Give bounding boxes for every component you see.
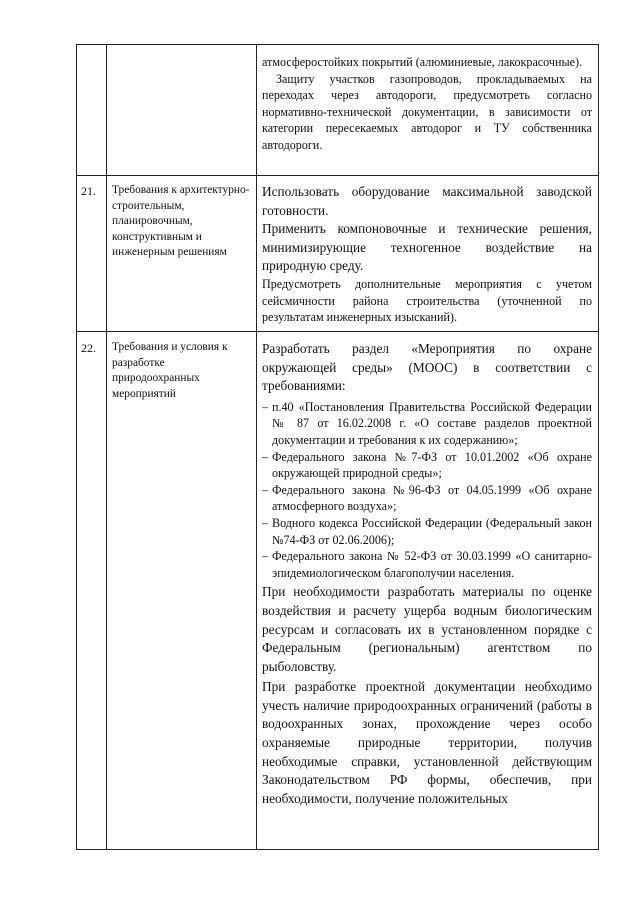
paragraph-technical-solutions: Применить компоновочные и технические решения, минимизирующие техногенное воздействие на природную среду. [262, 221, 592, 274]
list-item: – Федерального закона №7-ФЗ от 10.01.2002 «Об охране окружающей природной среды»; [262, 449, 592, 481]
requirement-label-22: Требования и условия к разработке природоохранных мероприятий [112, 341, 228, 400]
row-divider-22 [76, 331, 599, 332]
table-border-bottom [76, 849, 599, 850]
table-divider-col1 [106, 44, 107, 850]
row-21-text [262, 183, 592, 326]
list-item: – Федерального закона № 52-ФЗ от 30.03.1999 «О санитарно-эпидемиологическом благополучии населения. [262, 549, 592, 580]
table-divider-col2 [256, 44, 257, 850]
table-border-right [598, 44, 599, 850]
row-continued-text [262, 54, 592, 154]
list-item: – Федерального закона №96-ФЗ от 04.05.1999 «Об охране атмосферного воздуха»; [262, 482, 592, 514]
row-22-text [262, 340, 592, 808]
paragraph-environmental-restrictions: При разработке проектной документации необходимо учесть наличие природоохранных ограничений (работы в водоохранных зонах, прохождение через особо охраняемые природные территории, получив необходимые справки, установленной действующим Законодательством РФ формы, обеспечив, при необходимости, получение положительных [262, 679, 592, 806]
paragraph-mooc-intro: Разработать раздел «Мероприятия по охране окружающей среды» (МООС) в соответствии с требованиями: [262, 341, 592, 394]
requirement-label-21: Требования к архитектурно-строительным, планировочным, конструктивным и инженерным решениям [112, 184, 250, 259]
list-item: – Водного кодекса Российской Федерации (Федеральный закон №74-ФЗ от 02.06.2006); [262, 515, 592, 547]
paragraph-coatings: атмосферостойких покрытий (алюминиевые, лакокрасочные). [262, 55, 583, 69]
row-divider-21 [76, 175, 599, 176]
list-item: – п.40 «Постановления Правительства Российской Федерации № 87 от 16.02.2008 г. «О составе разделов проектной документации и требования к их содержанию»; [262, 399, 592, 447]
table-border-left [76, 44, 77, 850]
paragraph-equipment: Использовать оборудование максимальной заводской готовности. [262, 184, 592, 218]
paragraph-seismic: Предусмотреть дополнительные мероприятия с учетом сейсмичности района строительства (уточненной по результатам инженерных изысканий). [262, 276, 592, 325]
row-number-22: 22. [81, 341, 96, 355]
row-number-21: 21. [81, 184, 96, 198]
paragraph-fish-damage: При необходимости разработать материалы по оценке воздействия и расчету ущерба водным биологическим ресурсам и согласовать их в установленном порядке с Федеральным (региональным) агентством по рыболовству. [262, 584, 592, 674]
paragraph-gas-pipeline-protection: Защиту участков газопроводов, прокладываемых на переходах через автодороги, предусмотреть согласно нормативно-технической документации, в зависимости от категории пересекаемых автодорог и ТУ собственника автодороги. [262, 71, 592, 152]
table-border-top [76, 44, 599, 45]
regulation-list [262, 399, 592, 582]
